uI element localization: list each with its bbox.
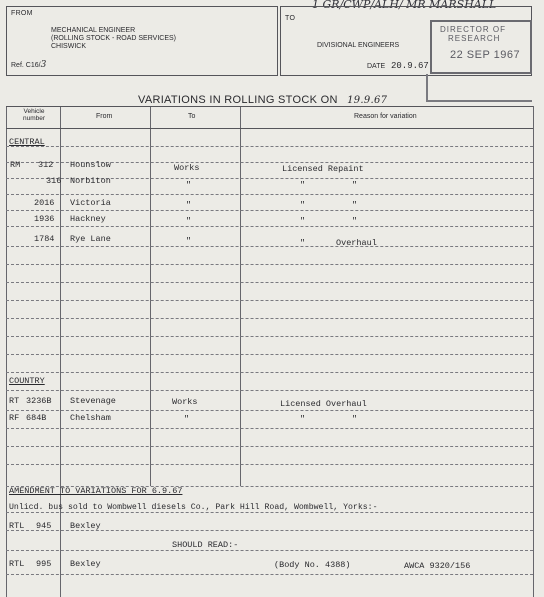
date-value: 20.9.67 (391, 61, 429, 71)
ref-label: Ref. C16/3 (11, 60, 47, 70)
from-garage: Hackney (70, 214, 106, 224)
reason: " (300, 238, 306, 248)
reason: " (300, 200, 306, 210)
col-line-2 (150, 106, 151, 486)
row-line (6, 264, 533, 265)
vehicle-prefix: RTL (9, 521, 25, 531)
section-country: COUNTRY (9, 376, 45, 386)
row-line (6, 226, 533, 227)
from-garage: Victoria (70, 198, 111, 208)
row-line (6, 318, 533, 319)
should-read: SHOULD READ:- (172, 540, 239, 550)
row-line (6, 464, 533, 465)
from-line-2: (ROLLING STOCK - ROAD SERVICES) (51, 35, 176, 42)
date-label: DATE (367, 63, 386, 70)
vehicle-number: 945 (36, 521, 52, 531)
row-line (6, 446, 533, 447)
vehicle-number: 995 (36, 559, 52, 569)
from-garage: Stevenage (70, 396, 116, 406)
to-value: DIVISIONAL ENGINEERS (317, 42, 400, 49)
vehicle-prefix: RT (9, 396, 20, 406)
from-garage: Norbiton (70, 176, 111, 186)
vehicle-number: 2016 (34, 198, 55, 208)
reference-code: AWCA 9320/156 (404, 561, 471, 571)
vehicle-prefix: RF (9, 413, 20, 423)
col-line-right (533, 106, 534, 597)
stamp-border (426, 74, 532, 102)
col-header-to: To (188, 113, 196, 120)
stamp-line-2: RESEARCH (448, 34, 501, 43)
body-number: (Body No. 4388) (274, 560, 351, 570)
from-line-1: MECHANICAL ENGINEER (51, 27, 136, 34)
received-stamp (430, 20, 532, 74)
row-line (6, 574, 533, 575)
col-header-from: From (96, 113, 113, 120)
amendment-note: Unlicd. bus sold to Wombwell diesels Co., Park Hill Road, Wombwell, Yorks:- (9, 503, 378, 512)
row-line (6, 512, 533, 513)
reason-2: " (352, 216, 358, 226)
from-box (6, 6, 278, 76)
reason-2: Overhaul (336, 238, 377, 248)
row-line (6, 194, 533, 195)
to-destination: " (186, 236, 192, 246)
title-date: 19.9.67 (347, 95, 388, 106)
reason: " (300, 414, 306, 424)
row-line (6, 146, 533, 147)
stamp-line-1: DIRECTOR OF (440, 25, 506, 34)
col-header-reason: Reason for variation (354, 113, 417, 120)
page-title: VARIATIONS IN ROLLING STOCK ON 19.9.67 (138, 94, 388, 106)
to-destination: " (186, 180, 192, 190)
to-destination: Works (174, 163, 200, 173)
section-amendment: AMENDMENT TO VARIATIONS FOR 6.9.67 (9, 486, 183, 496)
vehicle-number: 684B (26, 413, 47, 423)
vehicle-number: 1936 (34, 214, 55, 224)
from-garage: Rye Lane (70, 234, 111, 244)
header-bottom (6, 128, 533, 129)
vehicle-number: 3236B (26, 396, 52, 406)
vehicle-prefix: RM (10, 160, 21, 170)
ref-value: 3 (40, 60, 47, 70)
from-garage: Chelsham (70, 413, 111, 423)
row-line (6, 210, 533, 211)
section-central: CENTRAL (9, 137, 45, 147)
reason-2: " (352, 180, 358, 190)
col-line-3 (240, 106, 241, 486)
from-garage: Hounslow (70, 160, 111, 170)
row-line (6, 428, 533, 429)
reason: " (300, 216, 306, 226)
stamp-date: 22 SEP 1967 (450, 49, 521, 61)
vehicle-prefix: RTL (9, 559, 25, 569)
col-header-vehicle: Vehicle number (22, 108, 46, 122)
row-line (6, 246, 533, 247)
from-label: FROM (11, 10, 33, 17)
table-top (6, 106, 533, 107)
vehicle-number: 1784 (34, 234, 55, 244)
from-line-3: CHISWICK (51, 43, 86, 50)
row-line (6, 372, 533, 373)
vehicle-number: 316 (46, 176, 62, 186)
to-destination: Works (172, 397, 198, 407)
row-line (6, 300, 533, 301)
reason-2: " (352, 414, 358, 424)
reason: " (300, 180, 306, 190)
row-line (6, 282, 533, 283)
row-line (6, 390, 533, 391)
col-line-left (6, 106, 7, 597)
handwritten-routing: 1 GR/CWP/ALH/ MR MARSHALL (312, 0, 497, 11)
row-line (6, 336, 533, 337)
from-garage: Bexley (70, 559, 101, 569)
to-destination: " (186, 200, 192, 210)
reason-2: " (352, 200, 358, 210)
row-line (6, 550, 533, 551)
reason: Licensed Repaint (282, 164, 364, 174)
reason: Licensed Overhaul (280, 399, 367, 409)
to-label: TO (285, 15, 296, 22)
to-destination: " (184, 414, 190, 424)
from-garage: Bexley (70, 521, 101, 531)
to-destination: " (186, 216, 192, 226)
vehicle-number: 312 (38, 160, 54, 170)
row-line (6, 410, 533, 411)
row-line (6, 354, 533, 355)
